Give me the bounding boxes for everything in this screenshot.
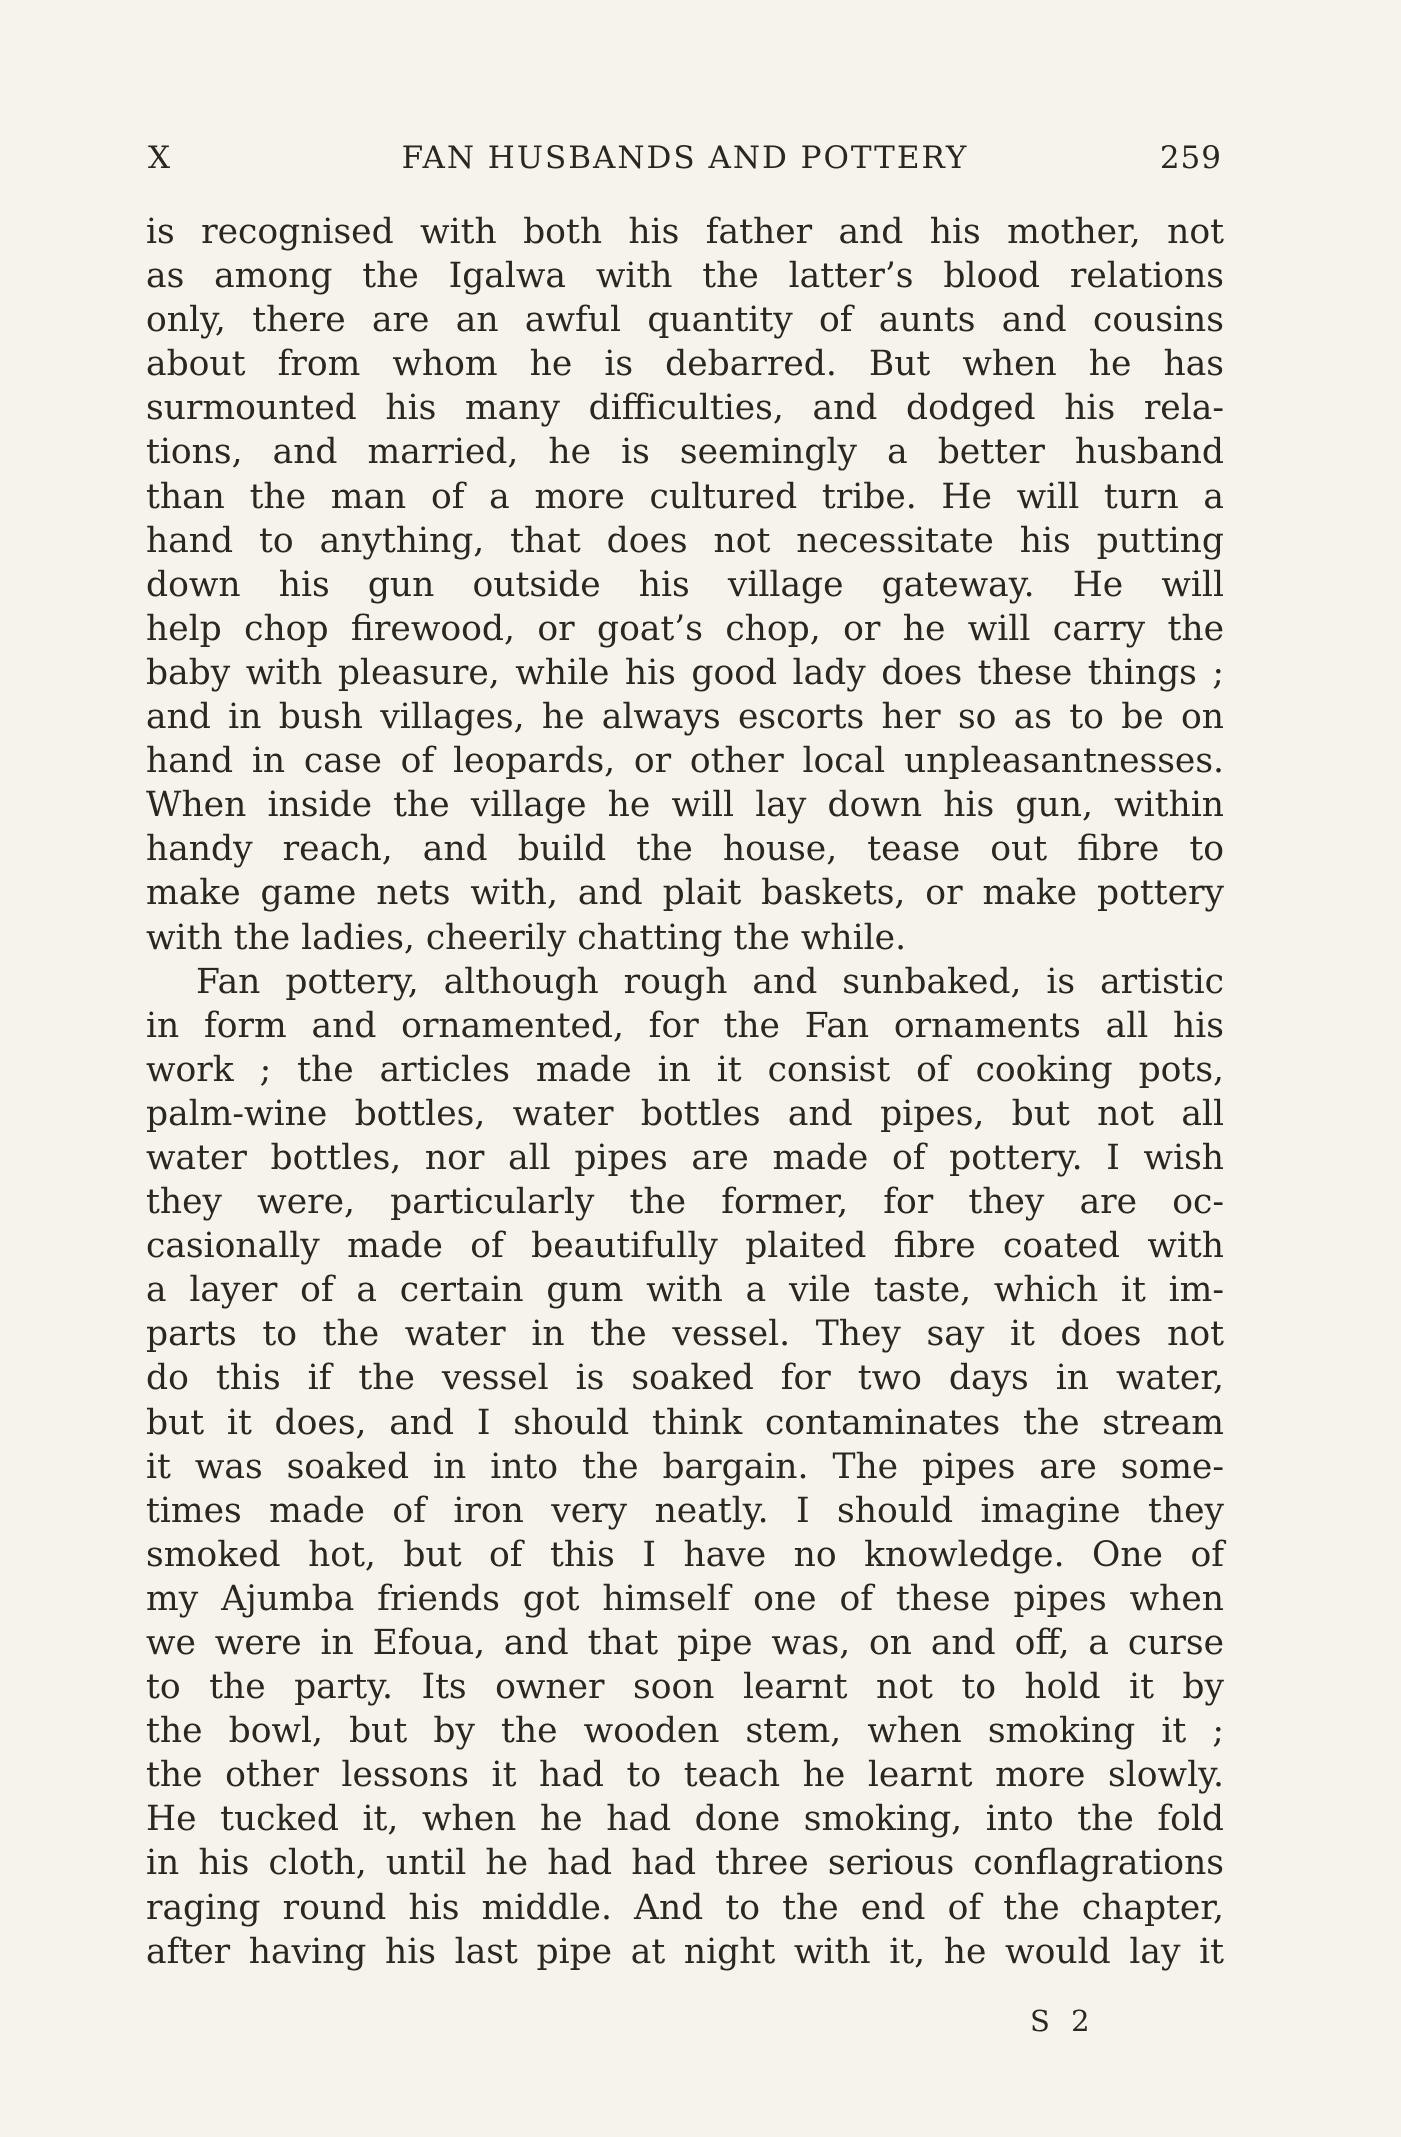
text-line: than the man of a more cultured tribe. He will turn a	[146, 476, 1224, 517]
text-line: work ; the articles made in it consist of cooking pots,	[146, 1049, 1224, 1090]
text-line: the other lessons it had to teach he learnt more slowly.	[146, 1755, 1224, 1796]
text-line: make game nets with, and plait baskets, or make pottery	[146, 873, 1224, 914]
text-line: surmounted his many difficulties, and dodged his rela-	[146, 388, 1224, 429]
text-line: my Ajumba friends got himself one of these pipes when	[146, 1578, 1224, 1619]
text-line: casionally made of beautifully plaited fibre coated with	[146, 1226, 1224, 1267]
text-line: is recognised with both his father and his mother, not	[146, 212, 1224, 252]
text-line: in his cloth, until he had had three serious conflagrations	[146, 1843, 1224, 1884]
text-line: in form and ornamented, for the Fan ornaments all his	[146, 1005, 1224, 1046]
text-line: times made of iron very neatly. I should imagine they	[146, 1490, 1224, 1531]
text-line: baby with pleasure, while his good lady does these things ;	[146, 652, 1224, 693]
text-line: but it does, and I should think contaminates the stream	[146, 1402, 1224, 1443]
text-line: palm-wine bottles, water bottles and pipes, but not all	[146, 1093, 1224, 1134]
text-line: do this if the vessel is soaked for two days in water,	[146, 1358, 1224, 1399]
text-line: handy reach, and build the house, tease out fibre to	[146, 829, 1224, 870]
text-line: it was soaked in into the bargain. The pipes are some-	[146, 1446, 1224, 1487]
body-text	[146, 210, 1224, 1974]
signature-mark: S 2	[1030, 2004, 1096, 2038]
text-line: the bowl, but by the wooden stem, when smoking it ;	[146, 1711, 1224, 1752]
text-line: smoked hot, but of this I have no knowledge. One of	[146, 1534, 1224, 1575]
text-line: only, there are an awful quantity of aunts and cousins	[146, 300, 1224, 341]
chapter-numeral: X	[148, 140, 172, 176]
page-number: 259	[1159, 140, 1222, 176]
text-line: after having his last pipe at night with it, he would lay it	[146, 1931, 1224, 1972]
text-line: hand to anything, that does not necessitate his putting	[146, 520, 1224, 561]
text-line: water bottles, nor all pipes are made of pottery. I wish	[146, 1137, 1224, 1178]
text-line: they were, particularly the former, for they are oc-	[146, 1182, 1224, 1223]
running-title: FAN HUSBANDS AND POTTERY	[401, 140, 969, 176]
text-line: and in bush villages, he always escorts her so as to be on	[146, 697, 1224, 738]
text-line: as among the Igalwa with the latter’s blood relations	[146, 256, 1224, 297]
text-line: raging round his middle. And to the end of the chapter,	[146, 1887, 1224, 1928]
text-line: we were in Efoua, and that pipe was, on and off, a curse	[146, 1623, 1224, 1663]
text-line: tions, and married, he is seemingly a better husband	[146, 432, 1224, 473]
text-line: with the ladies, cheerily chatting the while.	[146, 917, 907, 958]
running-head	[148, 140, 1222, 190]
text-line: a layer of a certain gum with a vile taste, which it im-	[146, 1270, 1224, 1311]
text-line: He tucked it, when he had done smoking, into the fold	[146, 1799, 1224, 1840]
text-line: When inside the village he will lay down his gun, within	[146, 785, 1224, 826]
text-line: to the party. Its owner soon learnt not to hold it by	[146, 1667, 1224, 1708]
text-line: about from whom he is debarred. But when he has	[146, 344, 1224, 385]
text-line: down his gun outside his village gateway. He will	[146, 564, 1224, 605]
text-line: help chop firewood, or goat’s chop, or he will carry the	[146, 608, 1224, 649]
text-line: Fan pottery, although rough and sunbaked, is artistic	[196, 961, 1224, 1002]
text-line: hand in case of leopards, or other local unpleasantnesses.	[146, 741, 1224, 782]
text-line: parts to the water in the vessel. They say it does not	[146, 1314, 1224, 1355]
